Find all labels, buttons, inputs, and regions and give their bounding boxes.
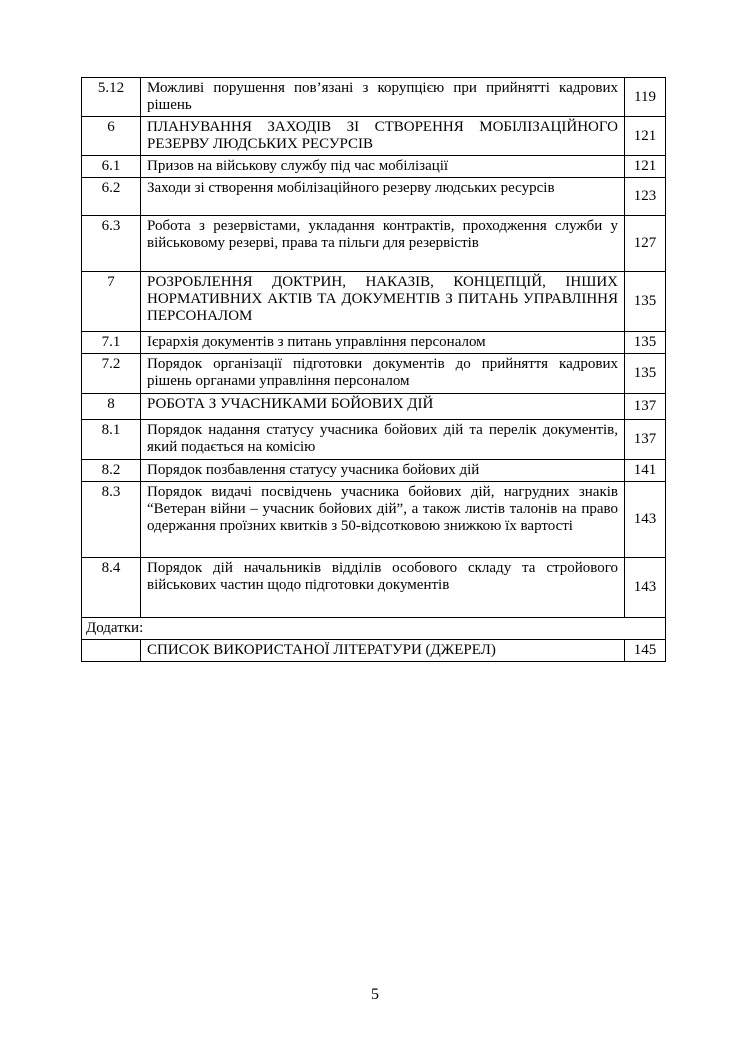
toc-page-number: 119 — [625, 78, 666, 117]
toc-section-number: 8 — [82, 394, 141, 420]
toc-section-title: РОБОТА З УЧАСНИКАМИ БОЙОВИХ ДІЙ — [141, 394, 625, 420]
toc-page-number: 137 — [625, 394, 666, 420]
toc-section-number: 8.2 — [82, 460, 141, 482]
toc-section-number: 5.12 — [82, 78, 141, 117]
toc-appendix-row — [82, 618, 666, 640]
toc-page-number: 121 — [625, 156, 666, 178]
toc-page-number: 141 — [625, 460, 666, 482]
toc-section-number — [82, 640, 141, 662]
toc-row — [82, 78, 666, 117]
toc-section-number: 7.1 — [82, 332, 141, 354]
toc-section-number: 6 — [82, 117, 141, 156]
toc-section-title: Робота з резервістами, укладання контрактів, проходження служби у військовому резерві, права та пільги для резервістів — [141, 216, 625, 272]
toc-row — [82, 178, 666, 216]
toc-section-title: Порядок позбавлення статусу учасника бойових дій — [141, 460, 625, 482]
toc-appendix-label: Додатки: — [82, 618, 666, 640]
toc-section-title: Призов на військову службу під час мобілізації — [141, 156, 625, 178]
toc-row — [82, 332, 666, 354]
toc-section-title: Можливі порушення пов’язані з корупцією при прийнятті кадрових рішень — [141, 78, 625, 117]
toc-section-title: Заходи зі створення мобілізаційного резерву людських ресурсів — [141, 178, 625, 216]
toc-page-number: 123 — [625, 178, 666, 216]
page-number: 5 — [371, 986, 379, 1003]
toc-page-number: 143 — [625, 558, 666, 618]
toc-row — [82, 394, 666, 420]
toc-page-number: 145 — [625, 640, 666, 662]
toc-row — [82, 460, 666, 482]
toc-row — [82, 558, 666, 618]
toc-page-number: 143 — [625, 482, 666, 558]
toc-section-number: 6.1 — [82, 156, 141, 178]
toc-references-title: СПИСОК ВИКОРИСТАНОЇ ЛІТЕРАТУРИ (ДЖЕРЕЛ) — [141, 640, 625, 662]
toc-page-number: 127 — [625, 216, 666, 272]
toc-section-number: 8.3 — [82, 482, 141, 558]
toc-page-number: 121 — [625, 117, 666, 156]
toc-section-title: Порядок надання статусу учасника бойових дій та перелік документів, який подається на комісію — [141, 420, 625, 460]
toc-row — [82, 272, 666, 332]
toc-section-number: 7.2 — [82, 354, 141, 394]
toc-section-number: 6.2 — [82, 178, 141, 216]
toc-section-number: 7 — [82, 272, 141, 332]
toc-section-number: 8.1 — [82, 420, 141, 460]
toc-section-number: 6.3 — [82, 216, 141, 272]
toc-section-title: Порядок видачі посвідчень учасника бойових дій, нагрудних знаків “Ветеран війни – учасник бойових дій”, а також листів талонів на право одержання проїзних квитків з 50-відсотковою знижкою їх вартості — [141, 482, 625, 558]
toc-section-title: Ієрархія документів з питань управління персоналом — [141, 332, 625, 354]
toc-page-number: 137 — [625, 420, 666, 460]
toc-page-number: 135 — [625, 354, 666, 394]
toc-body — [82, 78, 666, 662]
toc-section-title: ПЛАНУВАННЯ ЗАХОДІВ ЗІ СТВОРЕННЯ МОБІЛІЗАЦІЙНОГО РЕЗЕРВУ ЛЮДСЬКИХ РЕСУРСІВ — [141, 117, 625, 156]
toc-references-row — [82, 640, 666, 662]
toc-row — [82, 156, 666, 178]
toc-row — [82, 216, 666, 272]
table-of-contents — [81, 77, 666, 662]
toc-page-number: 135 — [625, 272, 666, 332]
toc-row — [82, 420, 666, 460]
toc-page-number: 135 — [625, 332, 666, 354]
toc-section-number: 8.4 — [82, 558, 141, 618]
toc-row — [82, 354, 666, 394]
toc-section-title: Порядок дій начальників відділів особового складу та стройового військових частин щодо підготовки документів — [141, 558, 625, 618]
toc-row — [82, 482, 666, 558]
toc-row — [82, 117, 666, 156]
toc-section-title: Порядок організації підготовки документів до прийняття кадрових рішень органами управління персоналом — [141, 354, 625, 394]
toc-section-title: РОЗРОБЛЕННЯ ДОКТРИН, НАКАЗІВ, КОНЦЕПЦІЙ, ІНШИХ НОРМАТИВНИХ АКТІВ ТА ДОКУМЕНТІВ З ПИТАНЬ УПРАВЛІННЯ ПЕРСОНАЛОМ — [141, 272, 625, 332]
